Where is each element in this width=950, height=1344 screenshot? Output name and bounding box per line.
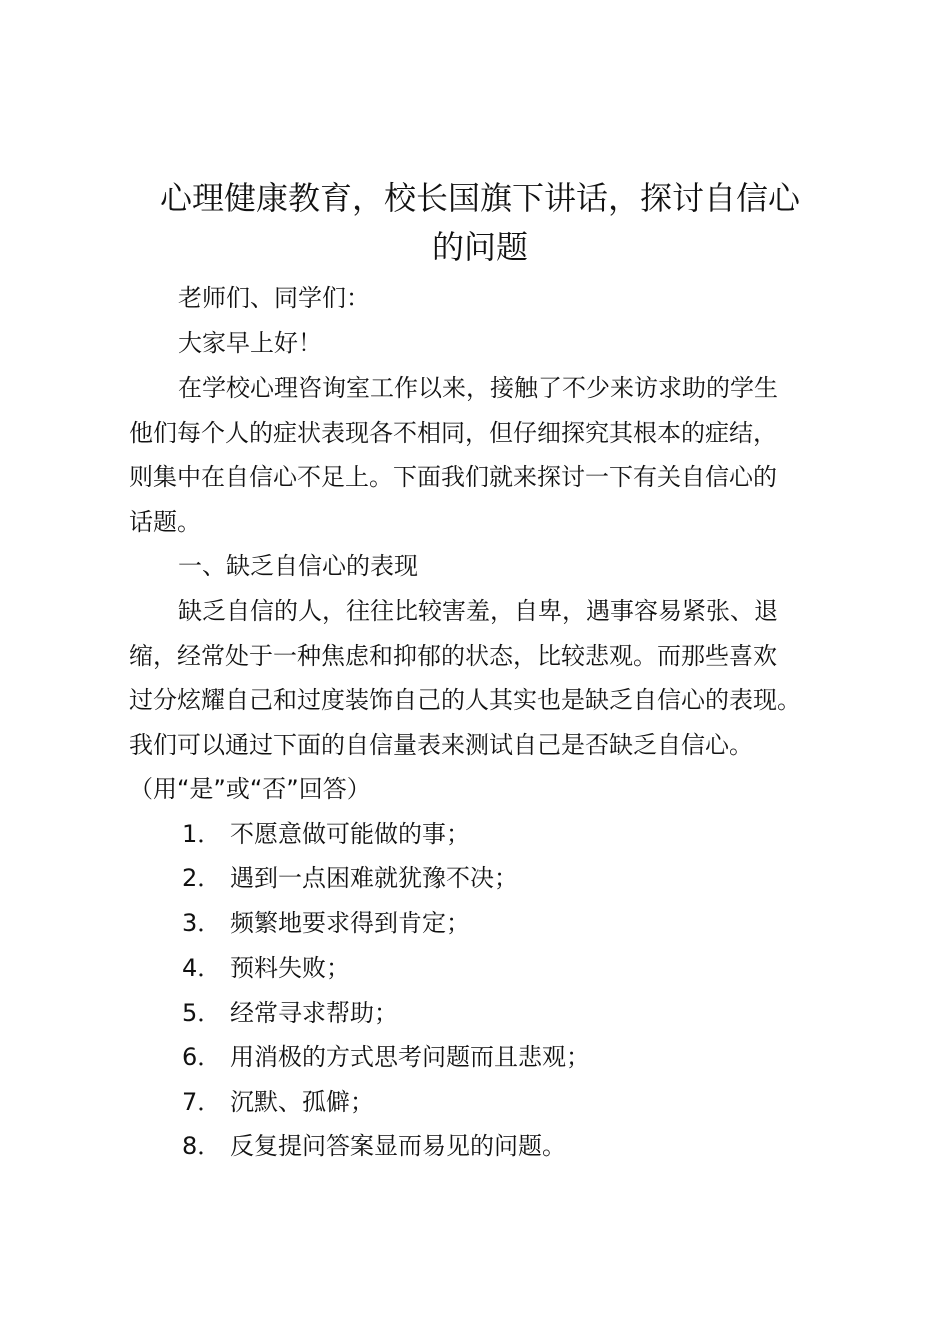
paragraph-1-line-2: 他们每个人的症状表现各不相同，但仔细探究其根本的症结， [129, 419, 777, 447]
list-item [182, 1040, 590, 1074]
list-item-text: 不愿意做可能做的事； [230, 820, 470, 848]
list-item-text: 频繁地要求得到肯定； [230, 909, 470, 937]
list-item-number: 1． [182, 820, 222, 848]
greeting-teachers-students: 老师们、同学们： [178, 284, 370, 312]
paragraph-1-line-1: 在学校心理咨询室工作以来，接触了不少来访求助的学生 [178, 374, 778, 402]
paragraph-2-line-1: 缺乏自信的人，往往比较害羞，自卑，遇事容易紧张、退 [178, 597, 778, 625]
list-item [182, 817, 470, 851]
document-title-line-2: 的问题 [431, 228, 528, 266]
list-item-number: 5． [182, 999, 222, 1027]
list-item-text: 经常寻求帮助； [230, 999, 398, 1027]
list-item-number: 6． [182, 1043, 222, 1071]
list-item-number: 7． [182, 1088, 222, 1116]
list-item-text: 沉默、孤僻； [230, 1088, 374, 1116]
paragraph-2-line-4: 我们可以通过下面的自信量表来测试自己是否缺乏自信心。 [129, 731, 753, 759]
list-item [182, 996, 398, 1030]
paragraph-2-line-5: （用“是”或“否”回答） [129, 775, 371, 803]
list-item-number: 3． [182, 909, 222, 937]
document-title-line-1: 心理健康教育，校长国旗下讲话，探讨自信心 [159, 179, 800, 217]
list-item [182, 906, 470, 940]
list-item-text: 反复提问答案显而易见的问题。 [230, 1132, 566, 1160]
list-item-number: 2． [182, 864, 222, 892]
list-item-number: 4． [182, 954, 222, 982]
section-1-heading: 一、缺乏自信心的表现 [178, 552, 418, 580]
paragraph-2-line-3: 过分炫耀自己和过度装饰自己的人其实也是缺乏自信心的表现。 [129, 686, 801, 714]
list-item [182, 861, 518, 895]
greeting-good-morning: 大家早上好！ [178, 329, 322, 357]
list-item [182, 1129, 566, 1163]
list-item-number: 8． [182, 1132, 222, 1160]
paragraph-1-line-3: 则集中在自信心不足上。下面我们就来探讨一下有关自信心的 [129, 463, 777, 491]
list-item-text: 用消极的方式思考问题而且悲观； [230, 1043, 590, 1071]
paragraph-2-line-2: 缩，经常处于一种焦虑和抑郁的状态，比较悲观。而那些喜欢 [129, 642, 777, 670]
paragraph-1-line-4: 话题。 [129, 508, 201, 536]
list-item-text: 遇到一点困难就犹豫不决； [230, 864, 518, 892]
list-item [182, 951, 350, 985]
list-item-text: 预料失败； [230, 954, 350, 982]
list-item [182, 1085, 374, 1119]
